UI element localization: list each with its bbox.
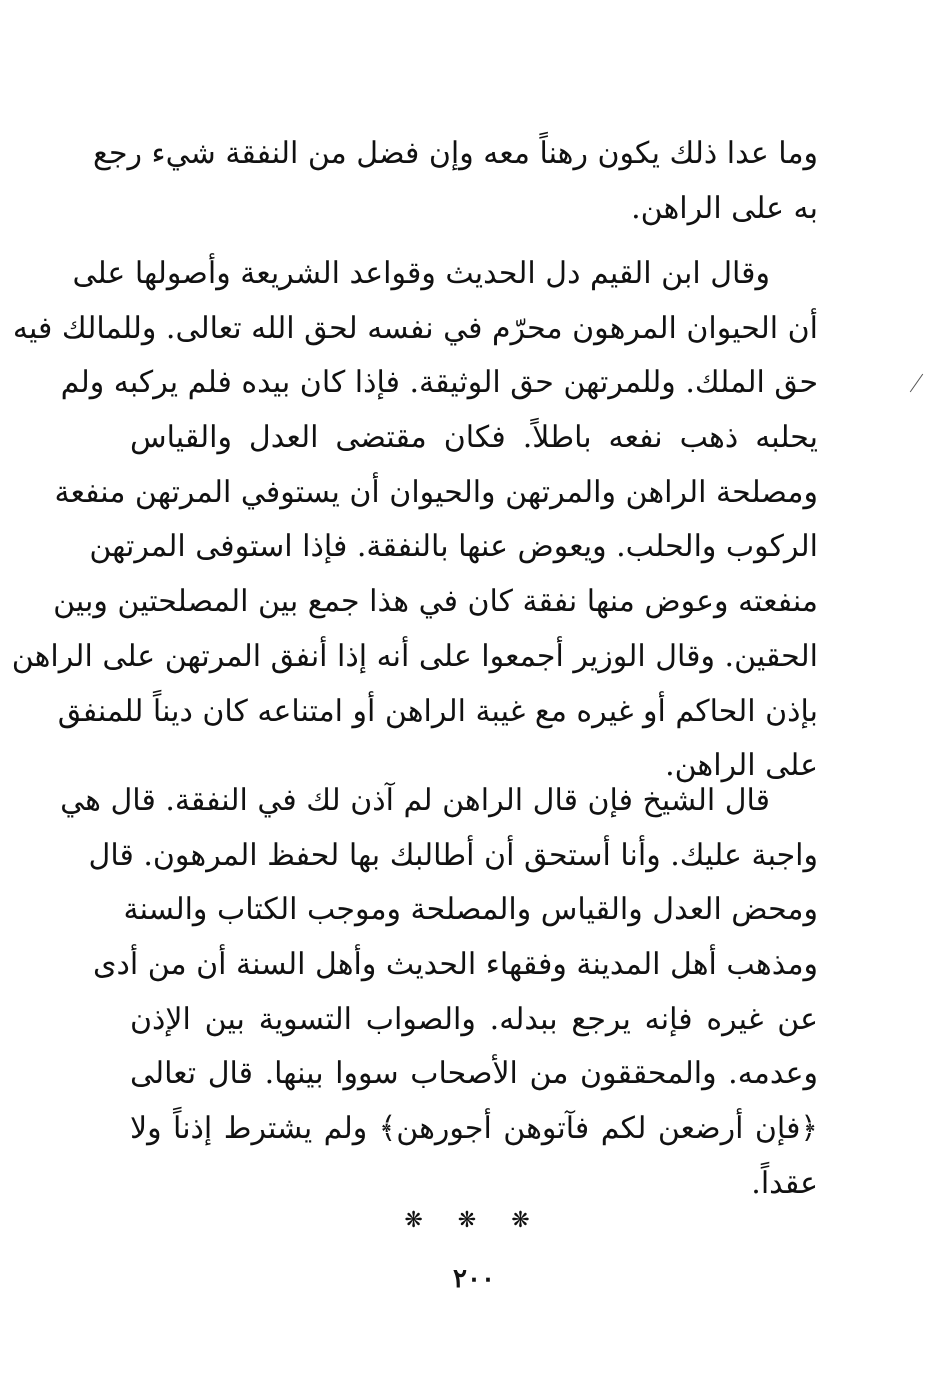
text-line: ومحض العدل والقياس والمصلحة وموجب الكتاب والسنة [123,892,818,928]
text-line: ومذهب أهل المدينة وفقهاء الحديث وأهل السنة أن من أدى [93,947,818,983]
paragraph-2 [11,247,818,794]
text-line: بإذن الحاكم أو غيره مع غيبة الراهن أو امتناعه كان ديناً للمنفق [57,693,818,729]
paragraph-1 [93,127,818,236]
text-line: الحقين. وقال الوزير أجمعوا على أنه إذا أنفق المرتهن على الراهن [11,638,818,674]
text-line: قال الشيخ فإن قال الراهن لم آذن لك في النفقة. قال هي [60,783,770,818]
text-line: ومصلحة الراهن والمرتهن والحيوان أن يستوفي المرتهن منفعة [54,474,818,510]
text-line: عن غيره فإنه يرجع ببدله. والصواب التسوية بين الإذن [130,1001,818,1037]
section-separator: ❋ ❋ ❋ [404,1208,544,1233]
text-line: وما عدا ذلك يكون رهناً معه وإن فضل من النفقة شيء رجع [93,136,818,171]
margin-pencil-mark [910,374,923,393]
text-line: يحلبه ذهب نفعه باطلاً. فكان مقتضى العدل والقياس [130,420,818,456]
text-line: منفعته وعوض منها نفقة كان في هذا جمع بين المصلحتين وبين [53,584,818,620]
text-line: به على الراهن. [631,190,818,226]
page-number: ٢٠٠ [453,1264,495,1294]
text-line: أن الحيوان المرهون محرّم في نفسه لحق الله تعالى. وللمالك فيه [12,310,818,346]
paragraph-3 [60,774,818,1212]
text-line: واجبة عليك. وأنا أستحق أن أطالبك بها لحفظ المرهون. قال [88,837,818,873]
text-line: حق الملك. وللمرتهن حق الوثيقة. فإذا كان بيده فلم يركبه ولم [60,365,818,401]
text-line: وعدمه. والمحققون من الأصحاب سووا بينها. قال تعالى [130,1056,818,1092]
text-line: على الراهن. [665,748,818,784]
text-line: الركوب والحلب. ويعوض عنها بالنفقة. فإذا استوفى المرتهن [89,529,818,565]
text-line: ﴿فإن أرضعن لكم فآتوهن أجورهن﴾ ولم يشترط إذناً ولا [130,1111,818,1147]
text-line: عقداً. [751,1165,818,1201]
text-line: وقال ابن القيم دل الحديث وقواعد الشريعة وأصولها على [72,256,770,291]
